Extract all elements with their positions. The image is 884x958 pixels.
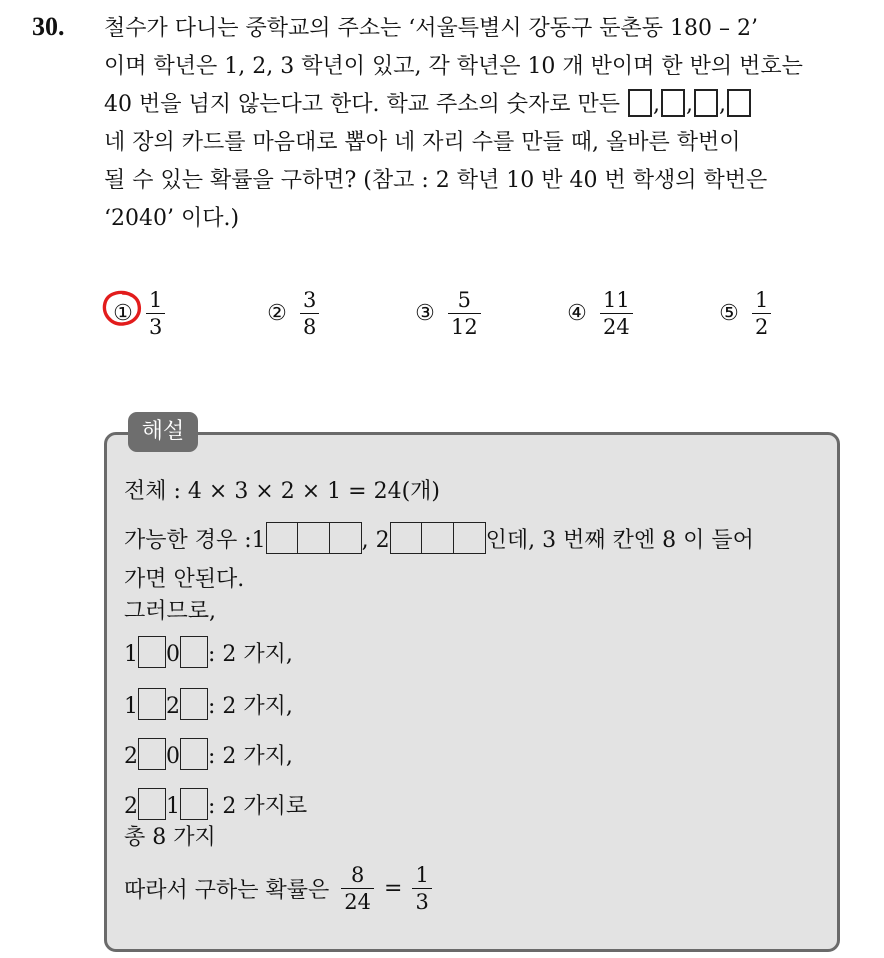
blank-square (180, 738, 208, 770)
question-text (104, 10, 864, 238)
solution-possible-cont: 가면 안된다. (124, 567, 245, 592)
choice-2-label: ② (267, 301, 287, 326)
choice-1[interactable] (108, 287, 165, 340)
card-separator: , (718, 92, 726, 117)
choice-4-denominator: 24 (603, 315, 630, 339)
case-row-2 (124, 688, 293, 720)
blank-square (180, 788, 208, 820)
blank-card-1 (628, 89, 652, 117)
conclusion-fraction-1-numerator: 8 (350, 863, 365, 887)
grid-cell (330, 522, 362, 554)
choice-1-denominator: 3 (149, 315, 163, 339)
blank-square (180, 688, 208, 720)
choice-3-label: ③ (415, 301, 435, 326)
solution-conclusion (124, 862, 432, 915)
answer-choices (0, 287, 884, 347)
blank-card-2 (661, 89, 685, 117)
choice-5[interactable] (714, 287, 771, 340)
question-line-5: 될 수 있는 확률을 구하면? (참고 : 2 학년 10 반 40 번 학생의 학번은 (104, 168, 768, 193)
conclusion-fraction-2 (412, 862, 431, 915)
blank-square (180, 636, 208, 668)
choice-2-numerator: 3 (303, 288, 317, 312)
conclusion-fraction-2-numerator: 1 (415, 863, 429, 887)
grid-cell (422, 522, 454, 554)
card-separator: , (685, 92, 693, 117)
case-3-third-digit: 0 (166, 744, 180, 769)
solution-possible (124, 522, 754, 554)
case-row-3 (124, 738, 293, 770)
choice-4-numerator: 11 (603, 288, 630, 312)
question-line-1: 철수가 다니는 중학교의 주소는 ‘서울특별시 강동구 둔촌동 180 – 2’ (104, 16, 758, 41)
question-line-3 (104, 86, 864, 124)
case-row-4 (124, 788, 307, 820)
blank-card-4 (727, 89, 751, 117)
case-2-first-digit: 1 (124, 694, 138, 719)
choice-2[interactable] (262, 287, 319, 340)
choice-5-label: ⑤ (719, 301, 739, 326)
choice-1-numerator: 1 (149, 288, 163, 312)
case-3-first-digit: 2 (124, 744, 138, 769)
choice-4-label: ④ (567, 301, 587, 326)
case-row-1 (124, 636, 293, 668)
choice-2-denominator: 8 (303, 315, 317, 339)
question-line-6: ‘2040’ 이다.) (104, 206, 240, 231)
case-3-count: : 2 가지, (208, 744, 293, 769)
solution-total: 전체 : 4 × 3 × 2 × 1 = 24(개) (124, 479, 440, 504)
question-number: 30. (32, 12, 65, 41)
card-separator: , (652, 92, 660, 117)
grid-cell (266, 522, 298, 554)
possible-prefix: 가능한 경우 : (124, 528, 252, 553)
blank-square (138, 738, 166, 770)
question-line-2: 이며 학년은 1, 2, 3 학년이 있고, 각 학년은 10 개 반이며 한 반의 번호는 (104, 54, 803, 79)
possible-separator: , (361, 528, 369, 553)
choice-1-fraction (146, 287, 165, 340)
choice-5-denominator: 2 (755, 315, 769, 339)
case-4-third-digit: 1 (166, 794, 180, 819)
grid-cell (390, 522, 422, 554)
conclusion-fraction-1 (341, 862, 374, 915)
choice-2-fraction (300, 287, 319, 340)
case-1-count: : 2 가지, (208, 642, 293, 667)
case-4-count: : 2 가지로 (208, 794, 308, 819)
case-1-first-digit: 1 (124, 642, 138, 667)
possible-digit-1: 1 (251, 528, 266, 553)
case-4-first-digit: 2 (124, 794, 138, 819)
blank-card-3 (694, 89, 718, 117)
blank-square (138, 788, 166, 820)
blank-square (138, 688, 166, 720)
conclusion-text: 따라서 구하는 확률은 (124, 878, 330, 903)
choice-1-label: ① (113, 301, 133, 326)
choice-3[interactable] (410, 287, 481, 340)
solution-total-cases: 총 8 가지 (124, 825, 216, 850)
possible-digit-2: 2 (375, 528, 390, 553)
case-2-third-digit: 2 (166, 694, 180, 719)
conclusion-fraction-1-denominator: 24 (344, 890, 371, 914)
solution-therefore: 그러므로, (124, 599, 217, 624)
solution-tag: 해설 (128, 412, 198, 452)
choice-3-numerator: 5 (457, 288, 472, 312)
question-line-3-text: 40 번을 넘지 않는다고 한다. 학교 주소의 숫자로 만든 (104, 92, 620, 117)
conclusion-fraction-2-denominator: 3 (415, 890, 429, 914)
case-1-third-digit: 0 (166, 642, 180, 667)
choice-4[interactable] (562, 287, 633, 340)
blank-square (138, 636, 166, 668)
grid-cell (298, 522, 330, 554)
question-line-4: 네 장의 카드를 마음대로 뽑아 네 자리 수를 만들 때, 올바른 학번이 (104, 130, 741, 155)
choice-3-denominator: 12 (451, 315, 478, 339)
choice-4-fraction (600, 287, 633, 340)
equals-sign: = (384, 876, 403, 901)
choice-5-numerator: 1 (755, 288, 769, 312)
case-2-count: : 2 가지, (208, 694, 293, 719)
choice-5-fraction (752, 287, 771, 340)
possible-suffix: 인데, 3 번째 칸엔 8 이 들어 (485, 528, 754, 553)
choice-3-fraction (448, 287, 481, 340)
grid-cell (454, 522, 486, 554)
